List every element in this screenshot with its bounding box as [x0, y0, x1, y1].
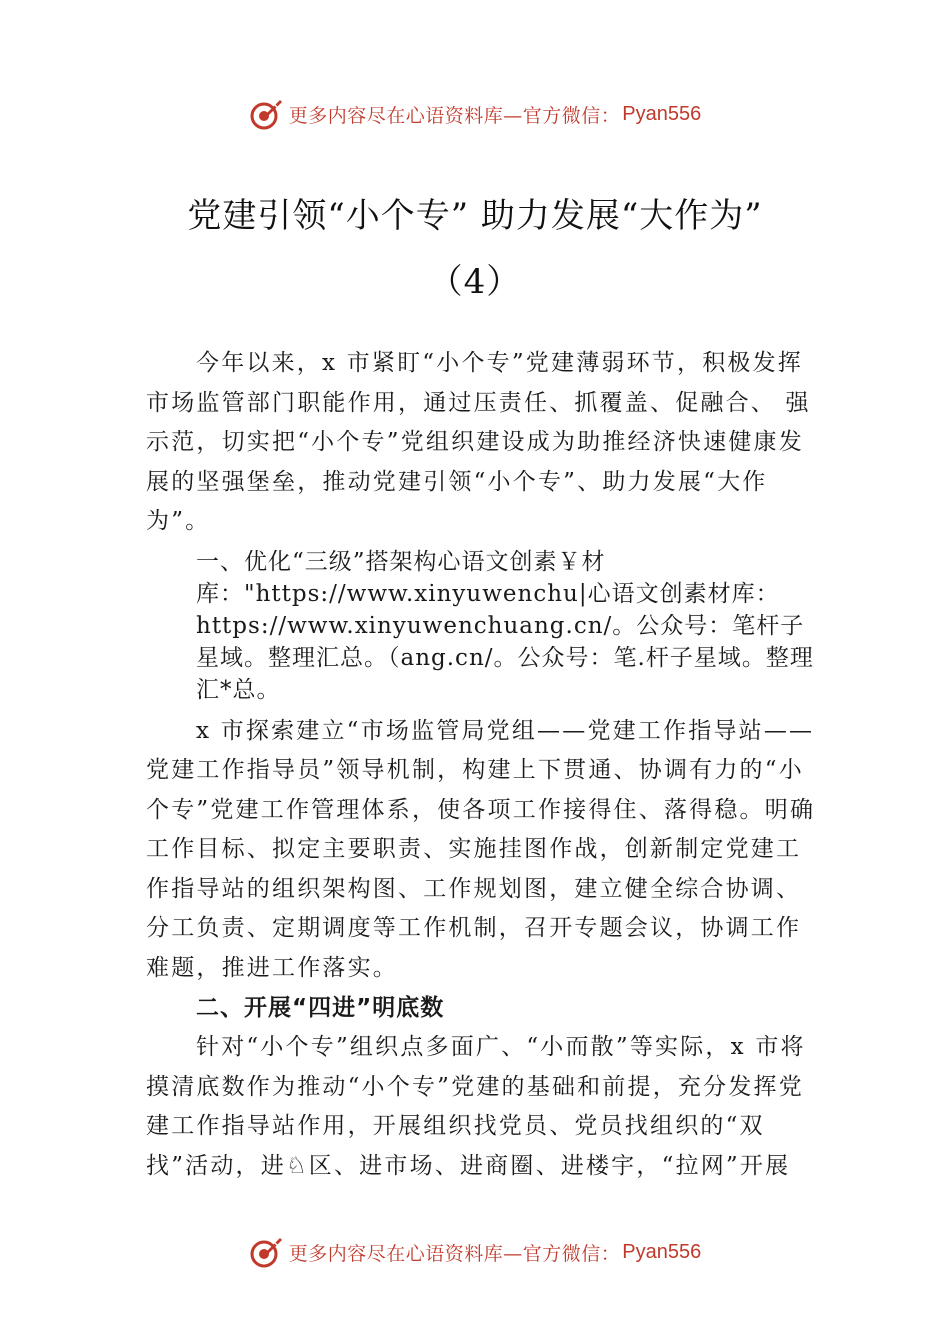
paragraph-section-2: 针对“小个专”组织点多面广、“小而散”等实际，x 市将摸清底数作为推动“小个专”党建的基础和前提，充分发挥党建工作指导站作用，开展组织找党员、党员找组织的“双找”活动，进♘区、进市场、进商圈、进楼宇，“拉网”开展 — [146, 1034, 806, 1179]
document-body — [146, 344, 820, 1186]
pen-seal-logo-icon — [249, 97, 283, 131]
paragraph-section-1: x 市探索建立“市场监管局党组——党建工作指导站——党建工作指导员”领导机制，构建上下贯通、协调有力的“小个专”党建工作管理体系，使各项工作接得住、落得稳。明确工作目标、拟定主要职责、实施挂图作战，创新制定党建工作指导站的组织架构图、工作规划图，建立健全综合协调、分工负责、定期调度等工作机制，召开专题会议，协调工作难题，推进工作落实。 — [146, 717, 816, 981]
section-heading-1: 一、优化“三级”搭架构心语文创素￥材库："https://www.xinyuwenchu|心语文创素材库：https://www.xinyuwenchuang.cn/。公众号：笔杆子星域。整理汇总。（ang.cn/。公众号：笔.杆子星域。整理汇*总。 — [196, 548, 814, 703]
section-heading-2: 二、开展“四进”明底数 — [196, 995, 445, 1021]
banner-wechat-id: Pyan556 — [622, 102, 702, 125]
banner-text: 更多内容尽在心语资料库—官方微信： — [288, 104, 621, 127]
document-title: 党建引领“小个专” 助力发展“大作为” — [187, 196, 763, 236]
pen-seal-logo-icon — [249, 1235, 283, 1269]
footer-banner — [0, 1232, 950, 1272]
banner-text: 更多内容尽在心语资料库—官方微信： — [288, 1242, 621, 1265]
banner-wechat-id: Pyan556 — [622, 1240, 702, 1263]
paragraph-intro: 今年以来，x 市紧盯“小个专”党建薄弱环节，积极发挥市场监管部门职能作用，通过压责任、抓覆盖、促融合、 强示范，切实把“小个专”党组织建设成为助推经济快速健康发展的坚强堡垒，推动党建引领“小个专”、助力发展“大作为”。 — [146, 350, 811, 534]
document-title-number: （4） — [428, 262, 522, 302]
header-banner — [0, 94, 950, 134]
